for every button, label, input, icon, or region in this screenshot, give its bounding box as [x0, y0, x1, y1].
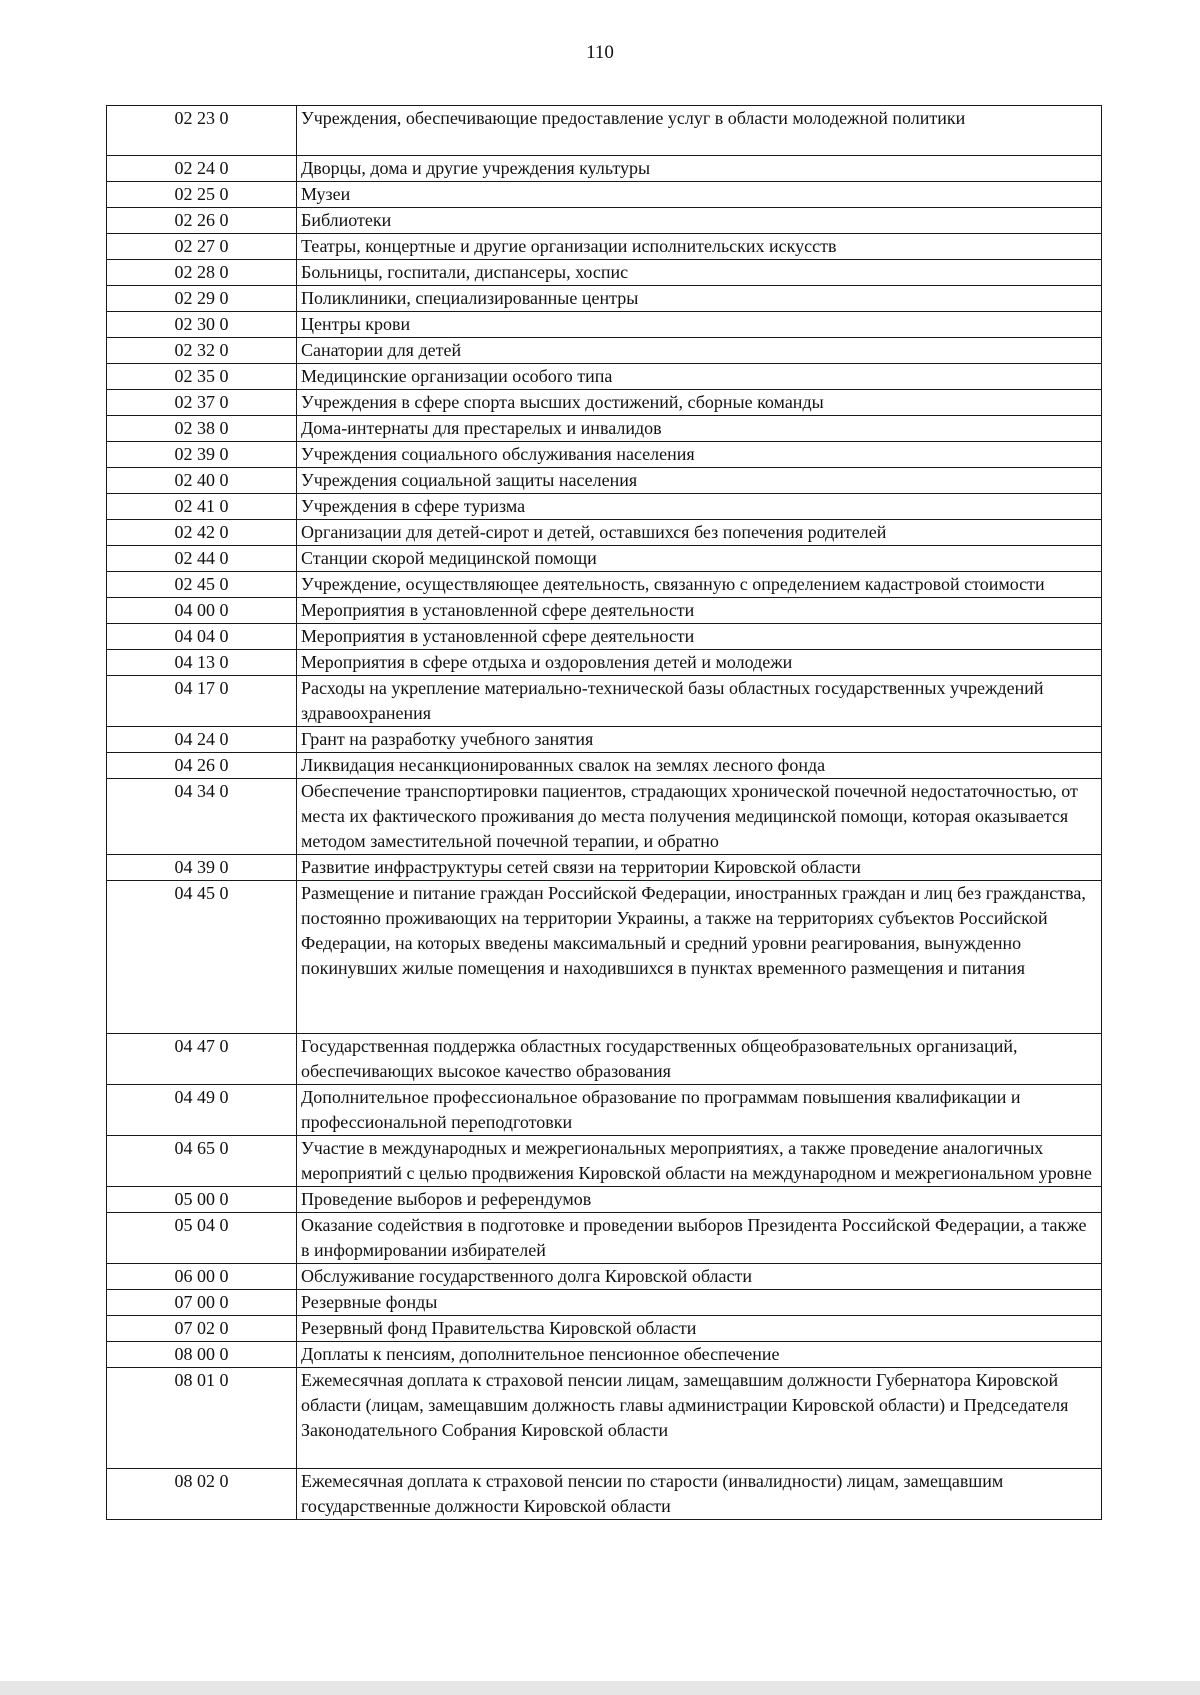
table-row — [107, 338, 1102, 364]
table-row — [107, 442, 1102, 468]
description-cell: Организации для детей-сирот и детей, оставшихся без попечения родителей — [297, 520, 1102, 546]
table-row — [107, 572, 1102, 598]
description-cell: Санатории для детей — [297, 338, 1102, 364]
code-cell: 04 26 0 — [107, 753, 297, 779]
code-cell: 02 39 0 — [107, 442, 297, 468]
code-cell: 02 25 0 — [107, 182, 297, 208]
table-row — [107, 416, 1102, 442]
code-cell: 04 24 0 — [107, 727, 297, 753]
code-cell: 02 45 0 — [107, 572, 297, 598]
table-row — [107, 1469, 1102, 1520]
description-cell: Библиотеки — [297, 208, 1102, 234]
description-cell: Поликлиники, специализированные центры — [297, 286, 1102, 312]
description-cell: Учреждения, обеспечивающие предоставление услуг в области молодежной политики — [297, 106, 1102, 156]
description-cell: Учреждение, осуществляющее деятельность, связанную с определением кадастровой стоимости — [297, 572, 1102, 598]
table-row — [107, 1368, 1102, 1469]
table-row — [107, 234, 1102, 260]
description-cell: Проведение выборов и референдумов — [297, 1187, 1102, 1213]
description-cell: Ликвидация несанкционированных свалок на землях лесного фонда — [297, 753, 1102, 779]
description-cell: Учреждения в сфере спорта высших достижений, сборные команды — [297, 390, 1102, 416]
code-cell: 08 00 0 — [107, 1342, 297, 1368]
code-cell: 02 23 0 — [107, 106, 297, 156]
code-cell: 02 27 0 — [107, 234, 297, 260]
code-cell: 02 44 0 — [107, 546, 297, 572]
table-row — [107, 286, 1102, 312]
code-cell: 04 34 0 — [107, 779, 297, 855]
code-cell: 08 02 0 — [107, 1469, 297, 1520]
table-row — [107, 520, 1102, 546]
code-cell: 02 24 0 — [107, 156, 297, 182]
description-cell: Ежемесячная доплата к страховой пенсии по старости (инвалидности) лицам, замещавшим государственные должности Кировской области — [297, 1469, 1102, 1520]
description-cell: Резервные фонды — [297, 1290, 1102, 1316]
code-cell: 04 47 0 — [107, 1034, 297, 1085]
description-cell: Театры, концертные и другие организации исполнительских искусств — [297, 234, 1102, 260]
code-cell: 02 42 0 — [107, 520, 297, 546]
table-row — [107, 1136, 1102, 1187]
code-cell: 02 30 0 — [107, 312, 297, 338]
description-cell: Медицинские организации особого типа — [297, 364, 1102, 390]
description-cell: Мероприятия в установленной сфере деятельности — [297, 624, 1102, 650]
code-cell: 04 17 0 — [107, 676, 297, 727]
description-cell: Станции скорой медицинской помощи — [297, 546, 1102, 572]
description-cell: Дополнительное профессиональное образование по программам повышения квалификации и профессиональной переподготовки — [297, 1085, 1102, 1136]
code-cell: 08 01 0 — [107, 1368, 297, 1469]
table-row — [107, 182, 1102, 208]
description-cell: Ежемесячная доплата к страховой пенсии лицам, замещавшим должности Губернатора Кировской области (лицам, замещавшим должность главы администрации Кировской области) и Председателя Законодательного Собрания Кировской области — [297, 1368, 1102, 1469]
description-cell: Дома-интернаты для престарелых и инвалидов — [297, 416, 1102, 442]
description-cell: Резервный фонд Правительства Кировской области — [297, 1316, 1102, 1342]
budget-codes-table — [106, 105, 1102, 1520]
table-row — [107, 881, 1102, 1034]
code-cell: 05 04 0 — [107, 1213, 297, 1264]
table-row — [107, 156, 1102, 182]
code-cell: 02 28 0 — [107, 260, 297, 286]
code-cell: 06 00 0 — [107, 1264, 297, 1290]
description-cell: Больницы, госпитали, диспансеры, хоспис — [297, 260, 1102, 286]
description-cell: Оказание содействия в подготовке и проведении выборов Президента Российской Федерации, а также в информировании избирателей — [297, 1213, 1102, 1264]
table-row — [107, 312, 1102, 338]
code-cell: 04 04 0 — [107, 624, 297, 650]
description-cell: Размещение и питание граждан Российской Федерации, иностранных граждан и лиц без гражданства, постоянно проживающих на территории Украины, а также на территориях субъектов Российской Федерации, на которых введены максимальный и средний уровни реагирования, вынужденно покинувших жилые помещения и находившихся в пунктах временного размещения и питания — [297, 881, 1102, 1034]
code-cell: 02 40 0 — [107, 468, 297, 494]
description-cell: Обслуживание государственного долга Кировской области — [297, 1264, 1102, 1290]
table-row — [107, 1187, 1102, 1213]
description-cell: Участие в международных и межрегиональных мероприятиях, а также проведение аналогичных мероприятий с целью продвижения Кировской области на международном и межрегиональном уровне — [297, 1136, 1102, 1187]
code-cell: 04 65 0 — [107, 1136, 297, 1187]
code-cell: 07 02 0 — [107, 1316, 297, 1342]
table-row — [107, 364, 1102, 390]
table-row — [107, 1213, 1102, 1264]
code-cell: 04 00 0 — [107, 598, 297, 624]
description-cell: Государственная поддержка областных государственных общеобразовательных организаций, обеспечивающих высокое качество образования — [297, 1034, 1102, 1085]
table-row — [107, 390, 1102, 416]
code-cell: 02 26 0 — [107, 208, 297, 234]
table-row — [107, 1290, 1102, 1316]
description-cell: Грант на разработку учебного занятия — [297, 727, 1102, 753]
code-cell: 02 41 0 — [107, 494, 297, 520]
code-cell: 04 39 0 — [107, 855, 297, 881]
code-cell: 05 00 0 — [107, 1187, 297, 1213]
table-row — [107, 468, 1102, 494]
table-row — [107, 624, 1102, 650]
description-cell: Расходы на укрепление материально-технической базы областных государственных учреждений здравоохранения — [297, 676, 1102, 727]
description-cell: Мероприятия в установленной сфере деятельности — [297, 598, 1102, 624]
code-cell: 04 45 0 — [107, 881, 297, 1034]
table-row — [107, 208, 1102, 234]
description-cell: Учреждения социальной защиты населения — [297, 468, 1102, 494]
code-cell: 02 38 0 — [107, 416, 297, 442]
table-row — [107, 598, 1102, 624]
description-cell: Дворцы, дома и другие учреждения культуры — [297, 156, 1102, 182]
table-row — [107, 1264, 1102, 1290]
description-cell: Центры крови — [297, 312, 1102, 338]
description-cell: Музеи — [297, 182, 1102, 208]
code-cell: 02 35 0 — [107, 364, 297, 390]
table-row — [107, 1316, 1102, 1342]
table-row — [107, 494, 1102, 520]
description-cell: Доплаты к пенсиям, дополнительное пенсионное обеспечение — [297, 1342, 1102, 1368]
description-cell: Развитие инфраструктуры сетей связи на территории Кировской области — [297, 855, 1102, 881]
description-cell: Обеспечение транспортировки пациентов, страдающих хронической почечной недостаточностью, от места их фактического проживания до места получения медицинской помощи, которая оказывается методом заместительной почечной терапии, и обратно — [297, 779, 1102, 855]
code-cell: 02 32 0 — [107, 338, 297, 364]
page-number: 110 — [586, 42, 614, 63]
table-row — [107, 676, 1102, 727]
table-row — [107, 779, 1102, 855]
table-row — [107, 106, 1102, 156]
code-cell: 02 29 0 — [107, 286, 297, 312]
table-row — [107, 546, 1102, 572]
table-row — [107, 1342, 1102, 1368]
code-cell: 07 00 0 — [107, 1290, 297, 1316]
description-cell: Мероприятия в сфере отдыха и оздоровления детей и молодежи — [297, 650, 1102, 676]
scan-bottom-edge — [0, 1681, 1200, 1695]
table-row — [107, 650, 1102, 676]
description-cell: Учреждения в сфере туризма — [297, 494, 1102, 520]
table-row — [107, 1085, 1102, 1136]
table-row — [107, 753, 1102, 779]
code-cell: 02 37 0 — [107, 390, 297, 416]
description-cell: Учреждения социального обслуживания населения — [297, 442, 1102, 468]
table-row — [107, 727, 1102, 753]
table-row — [107, 260, 1102, 286]
code-cell: 04 13 0 — [107, 650, 297, 676]
table-row — [107, 855, 1102, 881]
code-cell: 04 49 0 — [107, 1085, 297, 1136]
table-row — [107, 1034, 1102, 1085]
